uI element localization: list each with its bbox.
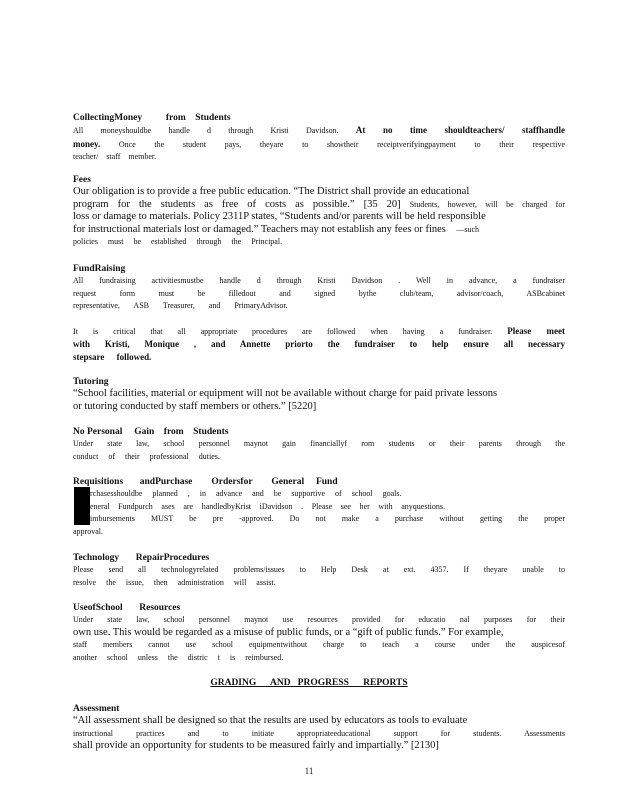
text-line: teacher/ staff member. [73,152,157,161]
text-line: representative, ASB Treasurer, and PrimaryAdvisor. [73,301,288,310]
text-line: rchasesshouldbe planned , in advance and be supportive of school goals. [90,489,402,498]
section-heading: CollectingMoney from Students [73,113,231,123]
section-heading: FundRaising [73,264,126,274]
text-line: for instructional materials lost or damaged.” Teachers may not establish any fees or fines —such [73,223,480,235]
text-line: or tutoring conducted by staff members or others.” [5220] [73,400,317,412]
section-requisitions [73,476,565,538]
text-line: policies must be established through the Principal. [73,237,283,246]
text-line: instructional practices and to initiate appropriateeducational support for students. Assessments [73,728,565,738]
section-heading: Technology RepairProcedures [73,553,210,563]
section-heading: Fees [73,175,91,185]
text-line: It is critical that all appropriate procedures are followed when having a fundraiser. Please meet [73,325,565,336]
section-tutoring [73,376,565,413]
text-line: Please send all technologyrelated problems/issues to Help Desk at ext. 4357. If theyare unable to [73,565,565,574]
text-line: All moneyshouldbe handle d through Kristi Davidson. At no time shouldteachers/ staffhandle [73,125,566,135]
section-heading: Assessment [73,704,120,714]
text-line: conduct of their professional duties. [73,451,220,461]
section-fund-raising [73,263,565,363]
text-line: “All assessment shall be designed so that the results are used by educators as tools to evaluate [73,715,468,726]
text-line: resolve the issue, then administration will assist. [73,577,276,587]
text-line: shall provide an opportunity for students to be measured fairly and impartially.” [2130] [73,740,439,751]
text-line: request form must be filledout and signed bythe club/team, advisor/coach, ASBcabinet [73,288,565,298]
text-line: eneral Fundpurch ases are handledbyKrist iDavidson . Please see her with anyquestions. [90,501,445,511]
text-line: staff members cannot use school equipmentwithout charge to teach a course under the auspicesof [73,640,565,649]
text-line: another school unless the distric t is reimbursed. [73,652,284,662]
section-heading: UseofSchool Resources [73,603,181,613]
section-heading: Tutoring [73,377,109,387]
text-line: own use. This would be regarded as a misuse of public funds, or a “gift of public funds.” For example, [73,626,504,638]
section-use-of-school-resources [73,602,565,664]
section-no-personal-gain [73,426,565,463]
text-line: program for the students as free of costs as possible.” [35 20] Students, however, will be charged for [73,198,565,210]
section-collecting-money [73,112,565,164]
text-line: “School facilities, material or equipment will not be available without charge for paid private lessons [73,388,498,399]
text-line: Under state law, school personnel maynot use resources provided for educatio nal purposes for their [73,615,565,624]
section-assessment [73,703,565,753]
text-line: Under state law, school personnel maynot gain financiallyf rom students or their parents through the [73,439,565,448]
section-heading: Requisitions andPurchase Ordersfor General Fund [73,477,338,487]
text-line: money. Once the student pays, theyare to showtheir receiptverifyingpayment to their respective [73,138,565,149]
section-technology [73,552,565,589]
text-line: approval. [73,526,103,536]
section-fees [73,174,565,249]
text-line: Our obligation is to provide a free public education. “The District shall provide an educational [73,186,470,197]
section-heading: No Personal Gain from Students [73,427,229,437]
text-line: All fundraising activitiesmustbe handle d through Kristi Davidson . Well in advance, a fundraiser [73,276,565,285]
redaction-block [74,487,90,525]
text-line: stepsare followed. [73,351,152,362]
page-number: 11 [304,766,314,776]
grading-section-title: GRADING AND PROGRESS REPORTS [210,678,408,688]
text-line: with Kristi, Monique , and Annette priorto the fundraiser to help ensure all necessary [73,339,565,349]
text-line: loss or damage to materials. Policy 2311P states, “Students and/or parents will be held responsible [73,211,486,222]
text-line: imbursements MUST be pre -approved. Do not make a purchase without getting the proper [90,514,565,523]
